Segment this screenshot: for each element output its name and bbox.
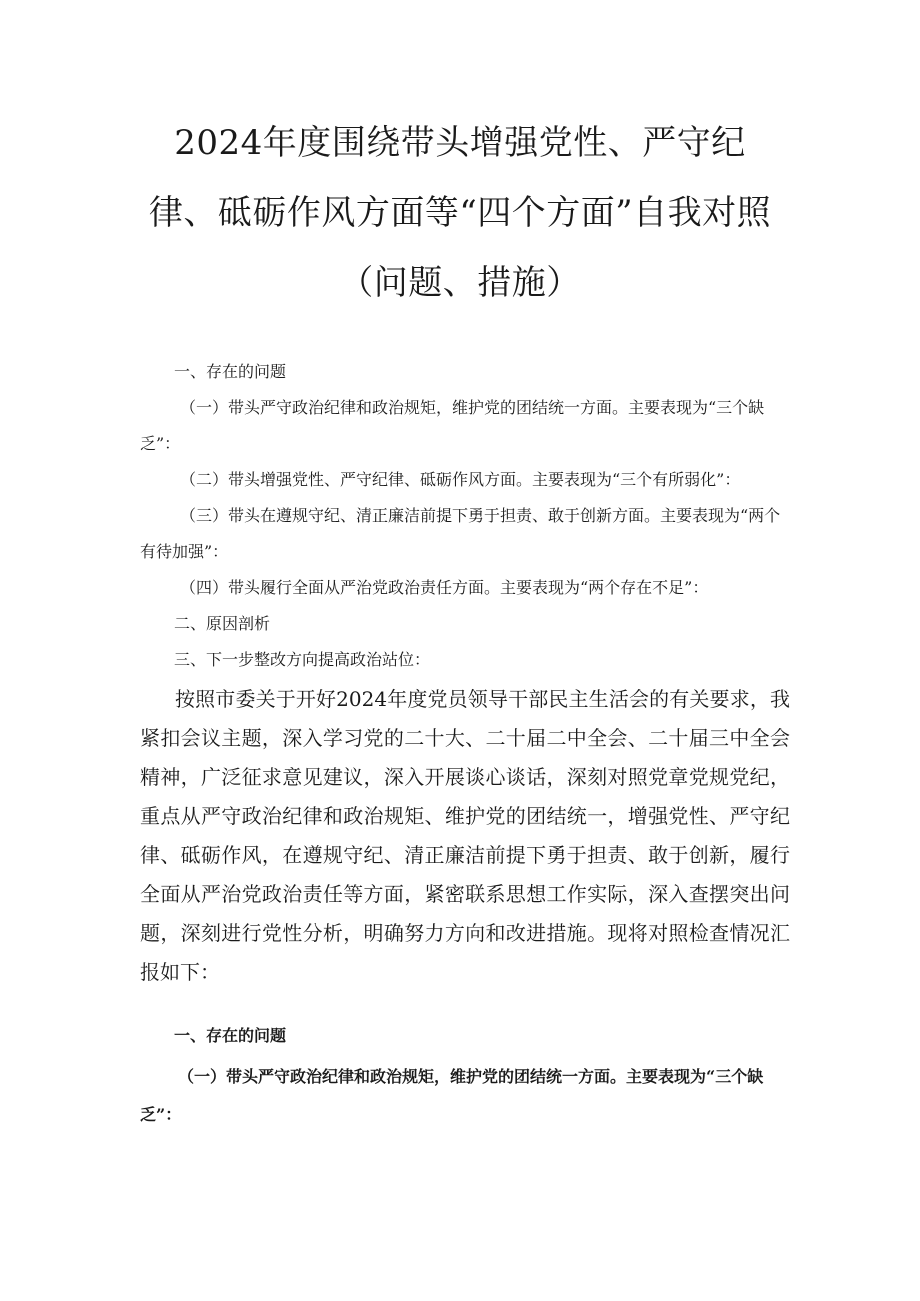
problems-section: [140, 1018, 790, 1134]
outline-item: （四）带头履行全面从严治党政治责任方面。主要表现为“两个存在不足”：: [180, 578, 709, 597]
intro-paragraph: 按照市委关于开好2024年度党员领导干部民主生活会的有关要求，我紧扣会议主题，深入学习党的二十大、二十届二中全会、二十届三中全会精神，广泛征求意见建议，深入开展谈心谈话，深刻对照党章党规党纪，重点从严守政治纪律和政治规矩、维护党的团结统一，增强党性、严守纪律、砥砺作风，在遵规守纪、清正廉洁前提下勇于担责、敢于创新，履行全面从严治党政治责任等方面，紧密联系思想工作实际，深入查摆突出问题，深刻进行党性分析，明确努力方向和改进措施。现将对照检查情况汇报如下：: [140, 687, 790, 984]
outline-item: （一）带头严守政治纪律和政治规矩，维护党的团结统一方面。主要表现为“三个缺乏”：: [140, 398, 765, 453]
outline-item: （三）带头在遵规守纪、清正廉洁前提下勇于担责、敢于创新方面。主要表现为“两个有待加强”：: [140, 506, 781, 561]
outline-item: 一、存在的问题: [174, 362, 287, 381]
subsection-heading: （一）带头严守政治纪律和政治规矩，维护党的团结统一方面。主要表现为“三个缺乏”：: [140, 1067, 764, 1124]
outline-item: （二）带头增强党性、严守纪律、砥砺作风方面。主要表现为“三个有所弱化”：: [180, 470, 741, 489]
outline-list: [140, 354, 790, 678]
outline-item: 二、原因剖析: [174, 614, 271, 633]
document-title: 2024年度围绕带头增强党性、严守纪律、砥砺作风方面等“四个方面”自我对照（问题、措施）: [148, 123, 772, 303]
outline-item: 三、下一步整改方向提高政治站位：: [174, 650, 431, 669]
section-heading: 一、存在的问题: [174, 1026, 287, 1045]
